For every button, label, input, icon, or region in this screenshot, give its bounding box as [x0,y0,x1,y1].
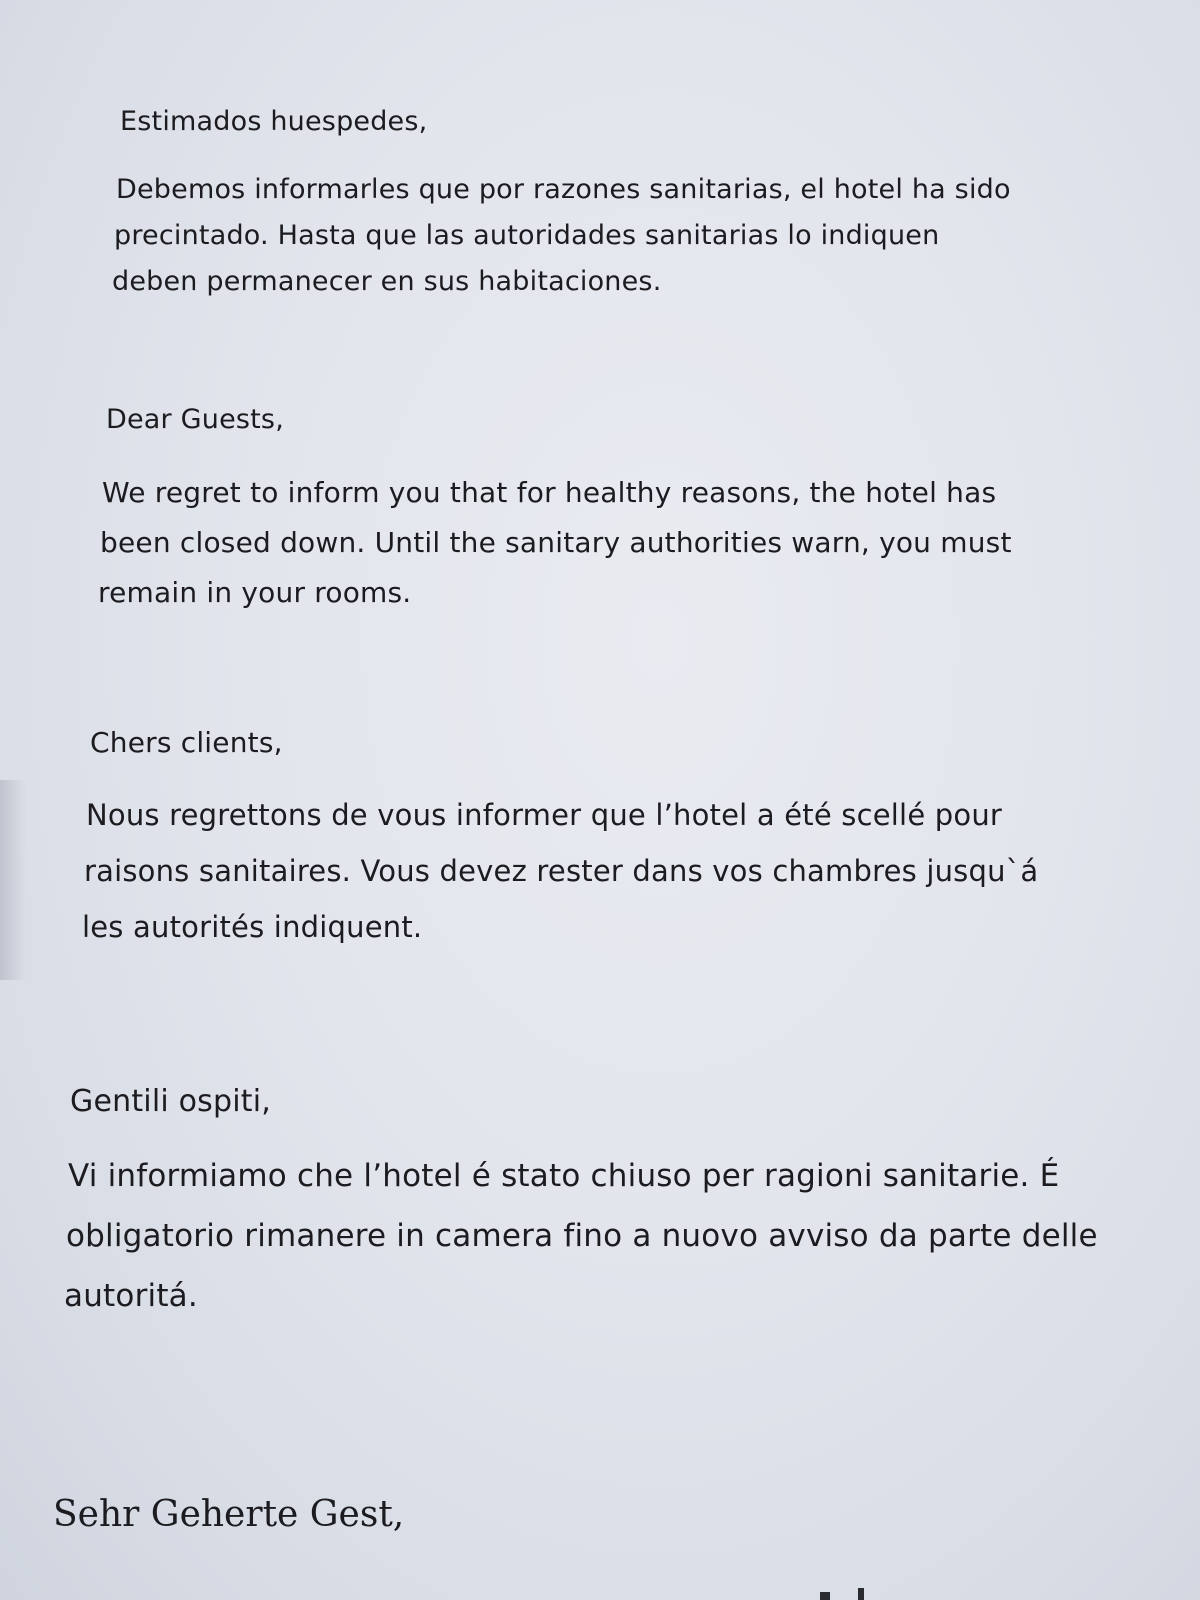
spanish-line-3: deben permanecer en sus habitaciones. [112,266,662,297]
italian-line-2: obligatorio rimanere in camera fino a nuovo avviso da parte delle [66,1218,1098,1254]
english-greeting: Dear Guests, [106,404,284,435]
english-line-1: We regret to inform you that for healthy reasons, the hotel has [102,476,997,509]
spanish-line-1: Debemos informarles que por razones sanitarias, el hotel ha sido [116,174,1011,205]
english-line-2: been closed down. Until the sanitary authorities warn, you must [100,526,1012,559]
spanish-greeting: Estimados huespedes, [120,106,428,137]
spanish-line-2: precintado. Hasta que las autoridades sanitarias lo indiquen [114,220,940,251]
french-line-1: Nous regrettons de vous informer que l’hotel a été scellé pour [86,798,1003,832]
english-line-3: remain in your rooms. [98,576,412,609]
french-greeting: Chers clients, [90,726,283,759]
italian-greeting: Gentili ospiti, [70,1084,272,1119]
french-line-3: les autorités indiquent. [82,910,423,944]
french-line-2: raisons sanitaires. Vous devez rester dans vos chambres jusqu`á [84,854,1039,888]
italian-line-1: Vi informiamo che l’hotel é stato chiuso per ragioni sanitarie. É [68,1158,1060,1194]
cut-off-text-fragment [820,1588,880,1600]
paper-shadow [0,780,26,980]
italian-line-3: autoritá. [64,1278,198,1314]
german-greeting: Sehr Geherte Gest, [53,1494,405,1535]
